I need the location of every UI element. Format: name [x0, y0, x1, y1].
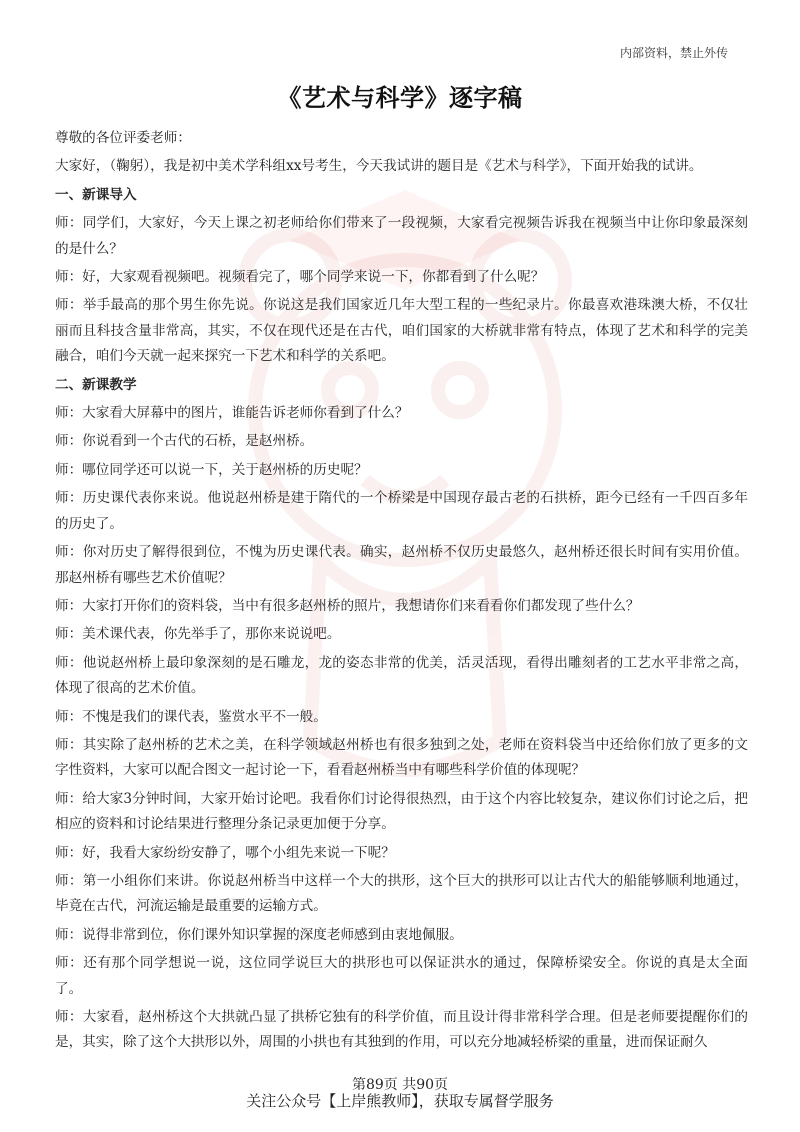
paragraph: 师：大家看大屏幕中的图片，谁能告诉老师你看到了什么？: [55, 405, 409, 422]
paragraph: 师：你对历史了解得很到位，不愧为历史课代表。确实，赵州桥不仅历史最悠久，赵州桥还很长时间有实用价值。那赵州桥有哪些艺术价值呢？: [55, 544, 748, 586]
paragraph: 师：同学们，大家好，今天上课之初老师给你们带来了一段视频，大家看完视频告诉我在视频当中让你印象最深刻的是什么？: [55, 215, 748, 257]
paragraph: 师：举手最高的那个男生你先说。你说这是我们国家近几年大型工程的一些纪录片。你最喜欢港珠澳大桥，不仅壮丽而且科技含量非常高，其实，不仅在现代还是在古代，咱们国家的大桥就非常有特点，体现了艺术和科学的完美融合，咱们今天就一起来探究一下艺术和科学的关系吧。: [55, 297, 748, 365]
paragraph: 师：好，大家观看视频吧。视频看完了，哪个同学来说一下，你都看到了什么呢？: [55, 269, 545, 286]
confidential-note: 内部资料，禁止外传: [619, 46, 728, 60]
page-title: 《艺术与科学》逐字稿: [277, 83, 523, 112]
greeting: 尊敬的各位评委老师：: [55, 130, 191, 146]
paragraph: 师：哪位同学还可以说一下，关于赵州桥的历史呢？: [55, 461, 368, 478]
paragraph: 师：他说赵州桥上最印象深刻的是石雕龙，龙的姿态非常的优美，活灵活现，看得出雕刻者的工艺水平非常之高，体现了很高的艺术价值。: [55, 654, 748, 697]
footer-promo: 关注公众号【上岸熊教师】，获取专属督学服务: [246, 1092, 554, 1110]
document-body: [55, 126, 748, 1059]
section-heading-intro: 一、新课导入: [55, 186, 137, 203]
intro-paragraph: 大家好，（鞠躬），我是初中美术学科组xx号考生，今天我试讲的题目是《艺术与科学》，下面开始我的试讲。: [55, 158, 703, 175]
paragraph: 师：说得非常到位，你们课外知识掌握的深度老师感到由衷地佩服。: [55, 926, 463, 943]
paragraph: 师：其实除了赵州桥的艺术之美，在科学领域赵州桥也有很多独到之处，老师在资料袋当中还给你们放了更多的文字性资料，大家可以配合图文一起讨论一下，看看赵州桥当中有哪些科学价值的体现呢？: [55, 736, 748, 779]
paragraph: 师：你说看到一个古代的石桥，是赵州桥。: [55, 433, 314, 450]
paragraph: 师：还有那个同学想说一说，这位同学说巨大的拱形也可以保证洪水的通过，保障桥梁安全。你说的真是太全面了。: [55, 955, 748, 997]
paragraph: 师：不愧是我们的课代表，鉴赏水平不一般。: [55, 708, 327, 725]
paragraph: 师：第一小组你们来讲。你说赵州桥当中这样一个大的拱形，这个巨大的拱形可以让古代大的船能够顺利地通过，毕竟在古代，河流运输是最重要的运输方式。: [55, 872, 748, 915]
section-heading-teaching: 二、新课教学: [55, 376, 137, 393]
paragraph: 师：大家看，赵州桥这个大拱就凸显了拱桥它独有的科学价值，而且设计得非常科学合理。但是老师要提醒你们的是，其实，除了这个大拱形以外，周围的小拱也有其独到的作用，可以充分地减轻桥梁的重量，进而保证耐久: [55, 1009, 748, 1051]
paragraph: 师：好，我看大家纷纷安静了，哪个小组先来说一下呢？: [55, 844, 395, 861]
paragraph: 师：大家打开你们的资料袋，当中有很多赵州桥的照片，我想请你们来看看你们都发现了些什么？: [55, 597, 640, 614]
paragraph: 师：给大家3分钟时间，大家开始讨论吧。我看你们讨论得很热烈，由于这个内容比较复杂，建议你们讨论之后，把相应的资料和讨论结果进行整理分条记录更加便于分享。: [55, 790, 748, 833]
paragraph: 师：历史课代表你来说。他说赵州桥是建于隋代的一个桥梁是中国现存最古老的石拱桥，距今已经有一千四百多年的历史了。: [55, 490, 748, 532]
page-number: 第89页 共90页: [351, 1077, 449, 1093]
paragraph: 师：美术课代表，你先举手了，那你来说说吧。: [55, 626, 341, 643]
